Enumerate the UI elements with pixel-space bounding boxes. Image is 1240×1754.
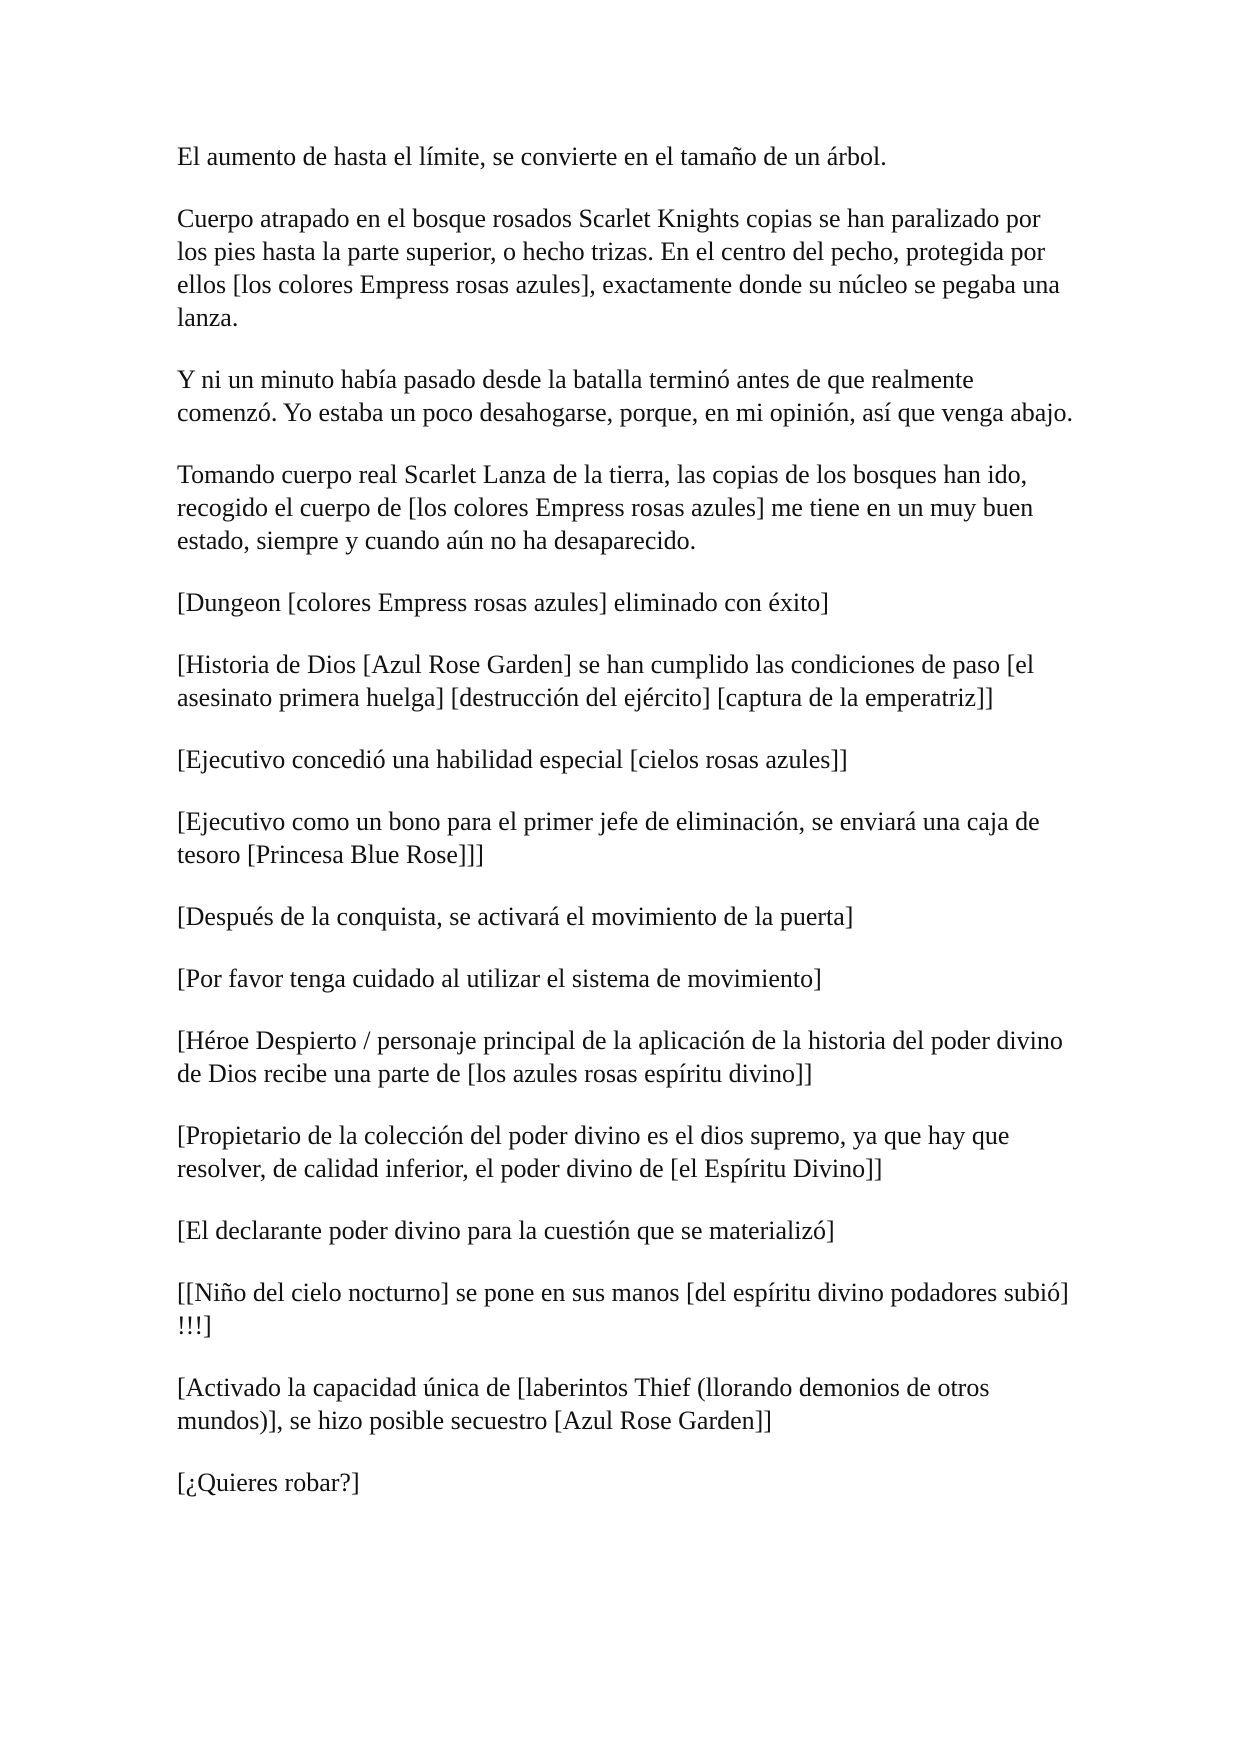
paragraph-13: [El declarante poder divino para la cuestión que se materializó] <box>177 1216 835 1245</box>
paragraph-8: [Ejecutivo como un bono para el primer jefe de eliminación, se enviará una caja de tesoro [Princesa Blue Rose]]] <box>177 807 1040 869</box>
paragraph-7: [Ejecutivo concedió una habilidad especial [cielos rosas azules]] <box>177 745 848 774</box>
paragraph-4: Tomando cuerpo real Scarlet Lanza de la tierra, las copias de los bosques han ido, recogido el cuerpo de [los colores Empress rosas azules] me tiene en un muy buen estado, siempre y cuando aún no ha desaparecido. <box>177 460 1034 555</box>
paragraph-15: [Activado la capacidad única de [laberintos Thief (llorando demonios de otros mundos)], se hizo posible secuestro [Azul Rose Garden]] <box>177 1373 990 1435</box>
paragraph-9: [Después de la conquista, se activará el movimiento de la puerta] <box>177 902 854 931</box>
paragraph-3: Y ni un minuto había pasado desde la batalla terminó antes de que realmente comenzó. Yo estaba un poco desahogarse, porque, en mi opinión, así que venga abajo. <box>177 365 1074 427</box>
paragraph-10: [Por favor tenga cuidado al utilizar el sistema de movimiento] <box>177 964 822 993</box>
document-page <box>177 140 1077 1528</box>
paragraph-14: [[Niño del cielo nocturno] se pone en sus manos [del espíritu divino podadores subió] !!!] <box>177 1278 1069 1340</box>
paragraph-5: [Dungeon [colores Empress rosas azules] eliminado con éxito] <box>177 588 829 617</box>
paragraph-1: El aumento de hasta el límite, se convierte en el tamaño de un árbol. <box>177 142 887 171</box>
paragraph-11: [Héroe Despierto / personaje principal de la aplicación de la historia del poder divino de Dios recibe una parte de [los azules rosas espíritu divino]] <box>177 1026 1063 1088</box>
paragraph-6: [Historia de Dios [Azul Rose Garden] se han cumplido las condiciones de paso [el asesinato primera huelga] [destrucción del ejército] [captura de la emperatriz]] <box>177 650 1035 712</box>
paragraph-12: [Propietario de la colección del poder divino es el dios supremo, ya que hay que resolver, de calidad inferior, el poder divino de [el Espíritu Divino]] <box>177 1121 1010 1183</box>
paragraph-2: Cuerpo atrapado en el bosque rosados Scarlet Knights copias se han paralizado por los pies hasta la parte superior, o hecho trizas. En el centro del pecho, protegida por ellos [los colores Empress rosas azules], exactamente donde su núcleo se pegaba una lanza. <box>177 204 1060 332</box>
paragraph-16: [¿Quieres robar?] <box>177 1468 360 1497</box>
